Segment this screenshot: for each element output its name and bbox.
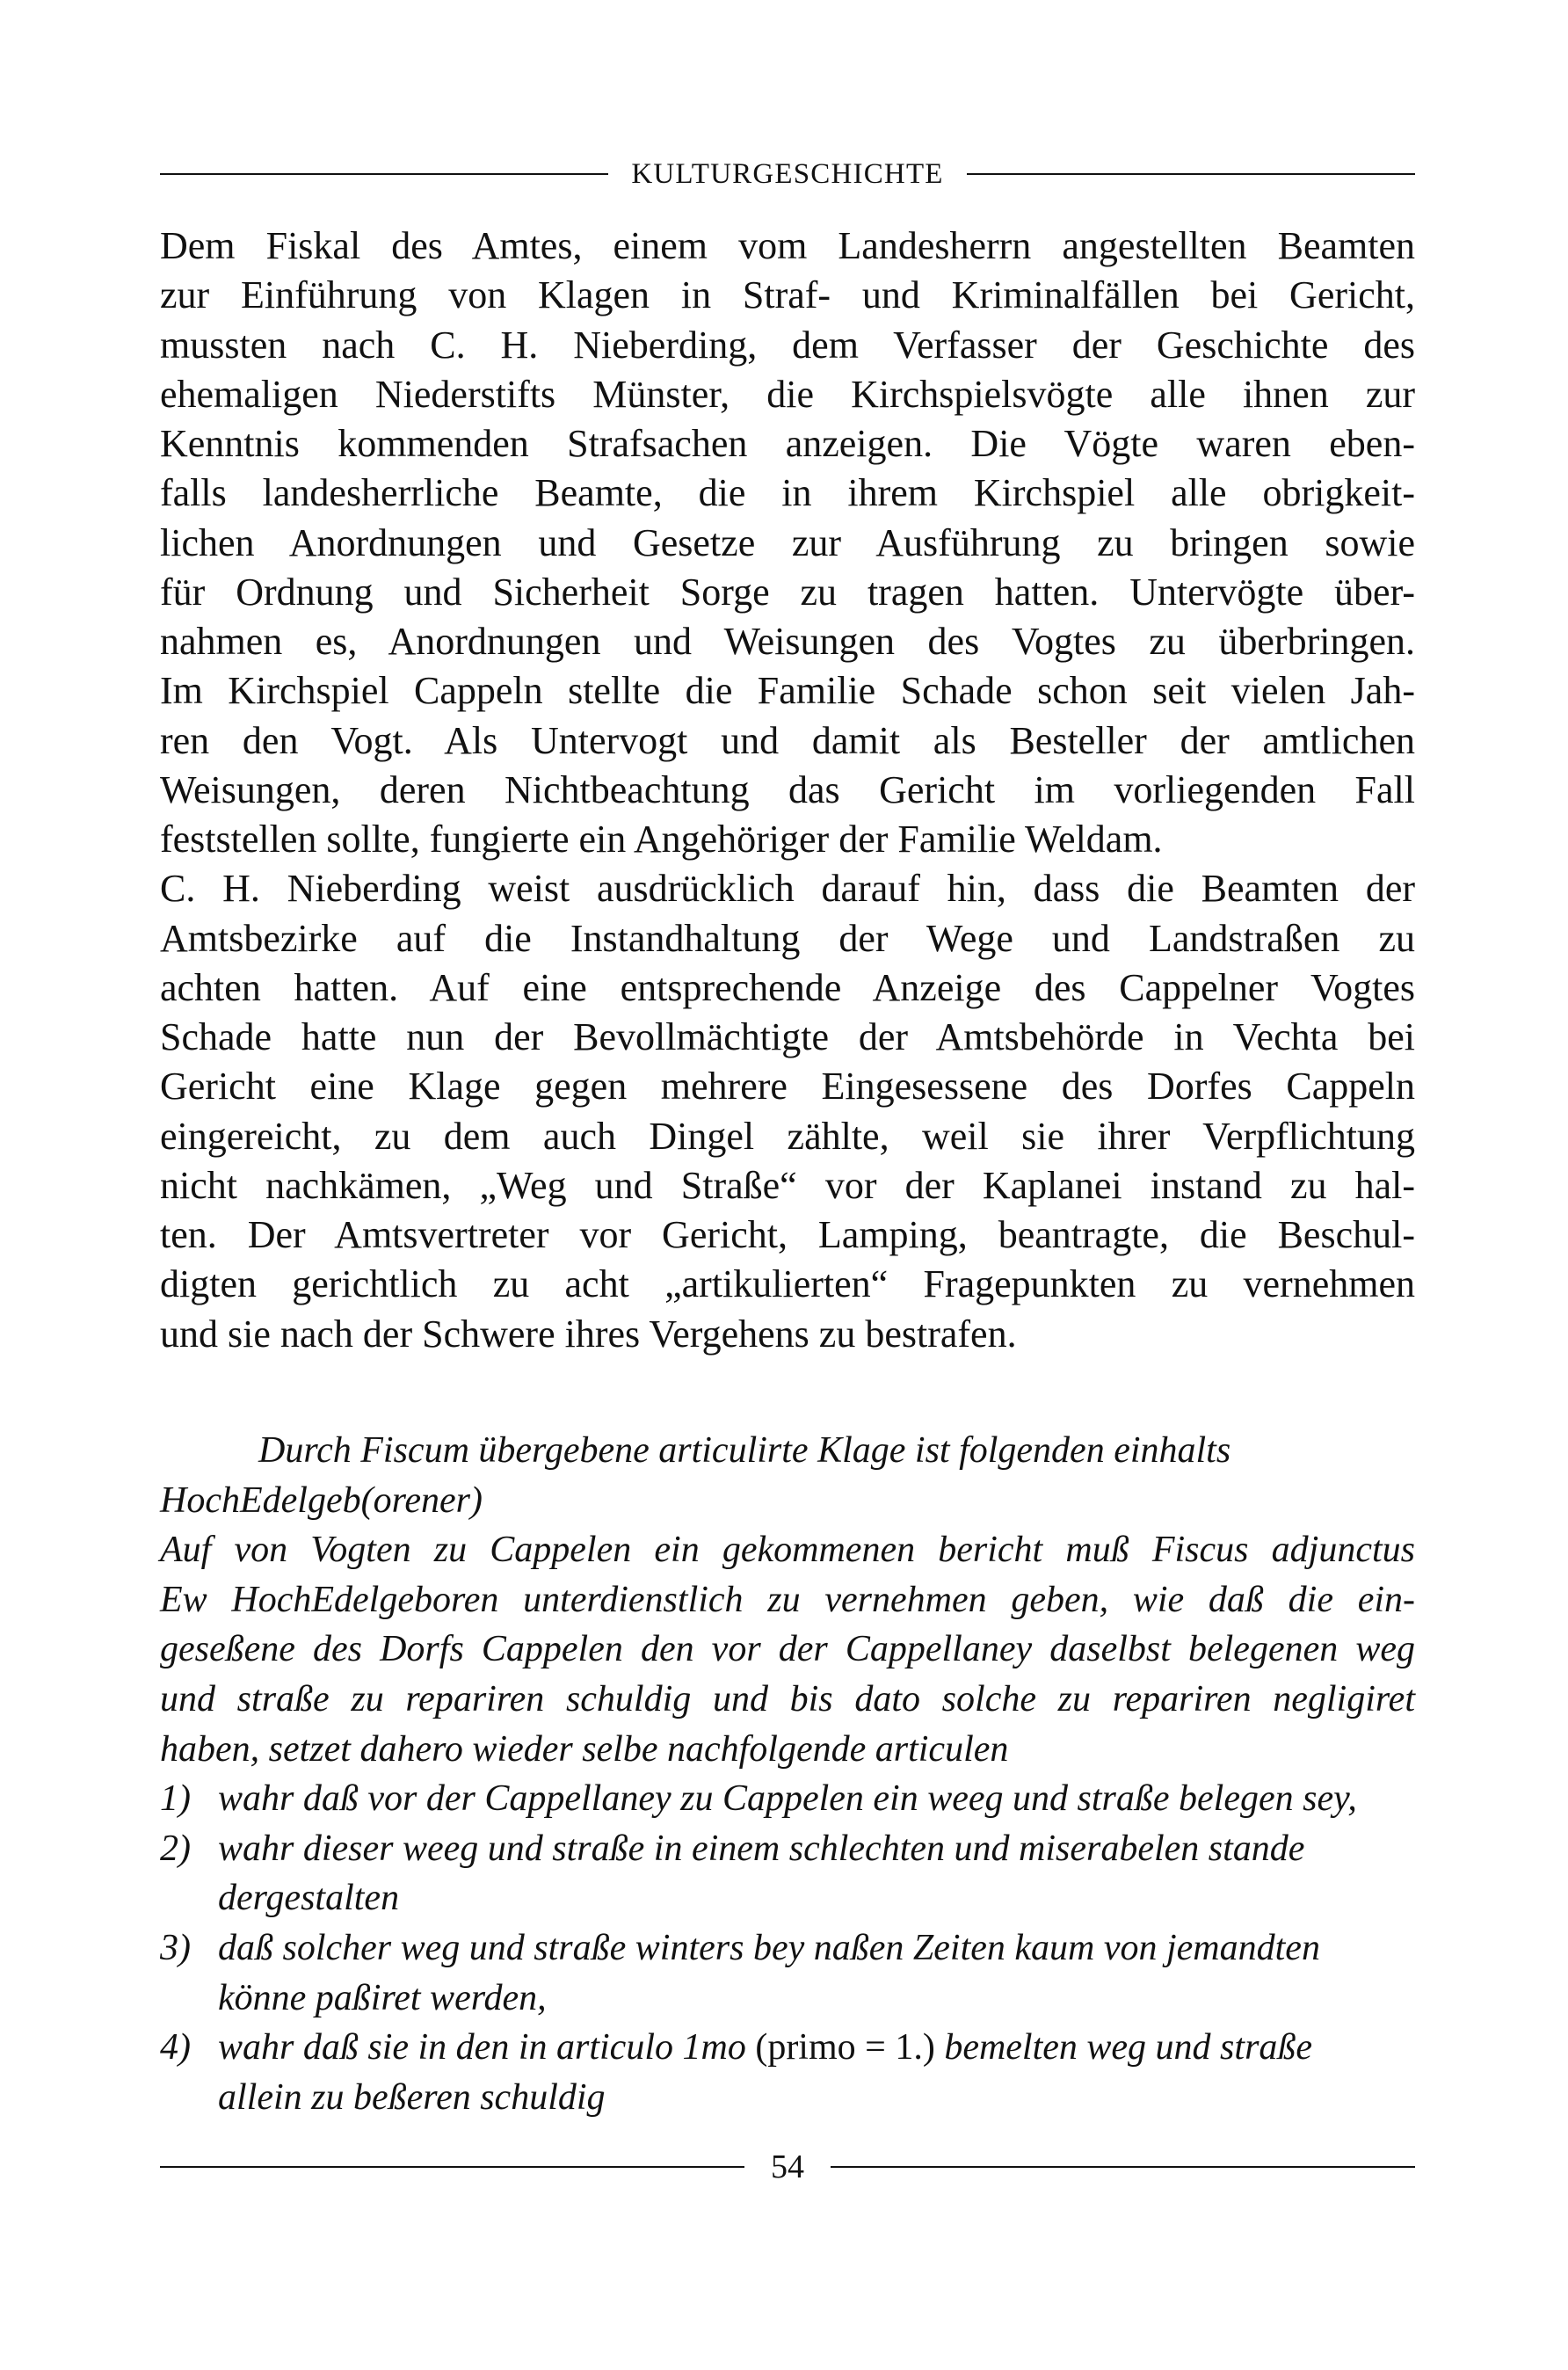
article-text: daß solcher weg und straße winters bey naßen Zeiten kaum von jemandten xyxy=(218,1927,1320,1968)
article-item-3 xyxy=(160,1923,1415,1974)
body-paragraph xyxy=(160,222,1415,1359)
quote-line: geseßene des Dorfs Cappelen den vor der Cappellaney daselbst belegenen weg xyxy=(160,1629,1415,1670)
paragraph-line: zur Einführung von Klagen in Straf- und Kriminalfällen bei Gericht, xyxy=(160,273,1415,317)
header-rule-right xyxy=(967,173,1415,175)
article-text-continued: könne paßiret werden, xyxy=(218,1977,547,2018)
article-text: wahr daß vor der Cappellaney zu Cappelen ein weeg und straße belegen sey, xyxy=(218,1778,1357,1820)
page-footer xyxy=(160,2147,1415,2187)
article-text: wahr daß sie in den in articulo 1mo xyxy=(218,2027,746,2068)
paragraph-line: lichen Anordnungen und Gesetze zur Ausführung zu bringen sowie xyxy=(160,520,1415,564)
article-text: wahr dieser weeg und straße in einem schlechten und miserabelen stande xyxy=(218,1828,1305,1869)
article-item-1 xyxy=(160,1774,1415,1824)
paragraph-line: für Ordnung und Sicherheit Sorge zu tragen hatten. Untervögte über- xyxy=(160,570,1415,614)
paragraph-line: Weisungen, deren Nichtbeachtung das Gericht im vorliegenden Fall xyxy=(160,767,1415,811)
paragraph-line: Schade hatte nun der Bevollmächtigte der Amtsbehörde in Vechta bei xyxy=(160,1015,1415,1058)
running-header-title: KULTURGESCHICHTE xyxy=(631,158,944,190)
paragraph-line: und sie nach der Schwere ihres Vergehens zu bestrafen. xyxy=(160,1312,1017,1356)
footer-rule-right xyxy=(831,2166,1415,2168)
editorial-note: (primo = 1.) xyxy=(755,2027,935,2068)
paragraph-line: ren den Vogt. Als Untervogt und damit als Besteller der amtlichen xyxy=(160,718,1415,762)
header-rule-left xyxy=(160,173,608,175)
paragraph-line: falls landesherrliche Beamte, die in ihrem Kirchspiel alle obrigkeit- xyxy=(160,471,1415,515)
page-number: 54 xyxy=(771,2148,804,2185)
paragraph-line: digten gerichtlich zu acht „artikulierten“ Fragepunkten zu vernehmen xyxy=(160,1262,1415,1306)
paragraph-line: feststellen sollte, fungierte ein Angehöriger der Familie Weldam. xyxy=(160,818,1163,861)
running-header xyxy=(160,156,1415,192)
paragraph-line: achten hatten. Auf eine entsprechende Anzeige des Cappelner Vogtes xyxy=(160,965,1415,1009)
article-number: 1) xyxy=(160,1778,191,1820)
quote-salutation: HochEdelgeb(orener) xyxy=(160,1479,483,1521)
article-text-continued: dergestalten xyxy=(218,1878,400,1919)
article-text: bemelten weg und straße xyxy=(944,2027,1313,2068)
article-text-continued: allein zu beßeren schuldig xyxy=(218,2076,606,2118)
paragraph-line: Gericht eine Klage gegen mehrere Eingesessene des Dorfes Cappeln xyxy=(160,1065,1415,1109)
article-number: 4) xyxy=(160,2027,191,2068)
paragraph-line: Dem Fiskal des Amtes, einem vom Landesherrn angestellten Beamten xyxy=(160,224,1415,267)
article-number: 2) xyxy=(160,1828,191,1869)
quote-line: Ew HochEdelgeboren unterdienstlich zu vernehmen geben, wie daß die ein- xyxy=(160,1579,1415,1620)
article-number: 3) xyxy=(160,1927,191,1968)
paragraph-line: Amtsbezirke auf die Instandhaltung der Wege und Landstraßen zu xyxy=(160,916,1415,960)
article-item-2 xyxy=(160,1824,1415,1874)
paragraph-line: Kenntnis kommenden Strafsachen anzeigen. Die Vögte waren eben- xyxy=(160,422,1415,465)
quote-title: Durch Fiscum übergebene articulirte Klage ist folgenden einhalts xyxy=(258,1430,1231,1471)
quote-line: Auf von Vogten zu Cappelen ein gekommenen bericht muß Fiscus adjunctus xyxy=(160,1530,1415,1571)
paragraph-line: Im Kirchspiel Cappeln stellte die Familie Schade schon seit vielen Jah- xyxy=(160,669,1415,713)
quote-line: und straße zu repariren schuldig und bis dato solche zu repariren negligiret xyxy=(160,1678,1415,1719)
paragraph-line: ten. Der Amtsvertreter vor Gericht, Lamping, beantragte, die Beschul- xyxy=(160,1213,1415,1256)
article-item-4 xyxy=(160,2023,1415,2073)
paragraph-line: C. H. Nieberding weist ausdrücklich darauf hin, dass die Beamten der xyxy=(160,867,1415,911)
paragraph-line: eingereicht, zu dem auch Dingel zählte, weil sie ihrer Verpflichtung xyxy=(160,1114,1415,1158)
paragraph-line: ehemaligen Niederstifts Münster, die Kirchspielsvögte alle ihnen zur xyxy=(160,372,1415,416)
quote-line: haben, setzet dahero wieder selbe nachfolgende articulen xyxy=(160,1728,1009,1770)
historical-quotation xyxy=(160,1426,1415,2122)
paragraph-line: nicht nachkämen, „Weg und Straße“ vor der Kaplanei instand zu hal- xyxy=(160,1163,1415,1207)
paragraph-line: nahmen es, Anordnungen und Weisungen des Vogtes zu überbringen. xyxy=(160,620,1415,663)
paragraph-line: mussten nach C. H. Nieberding, dem Verfasser der Geschichte des xyxy=(160,323,1415,367)
footer-rule-left xyxy=(160,2166,744,2168)
